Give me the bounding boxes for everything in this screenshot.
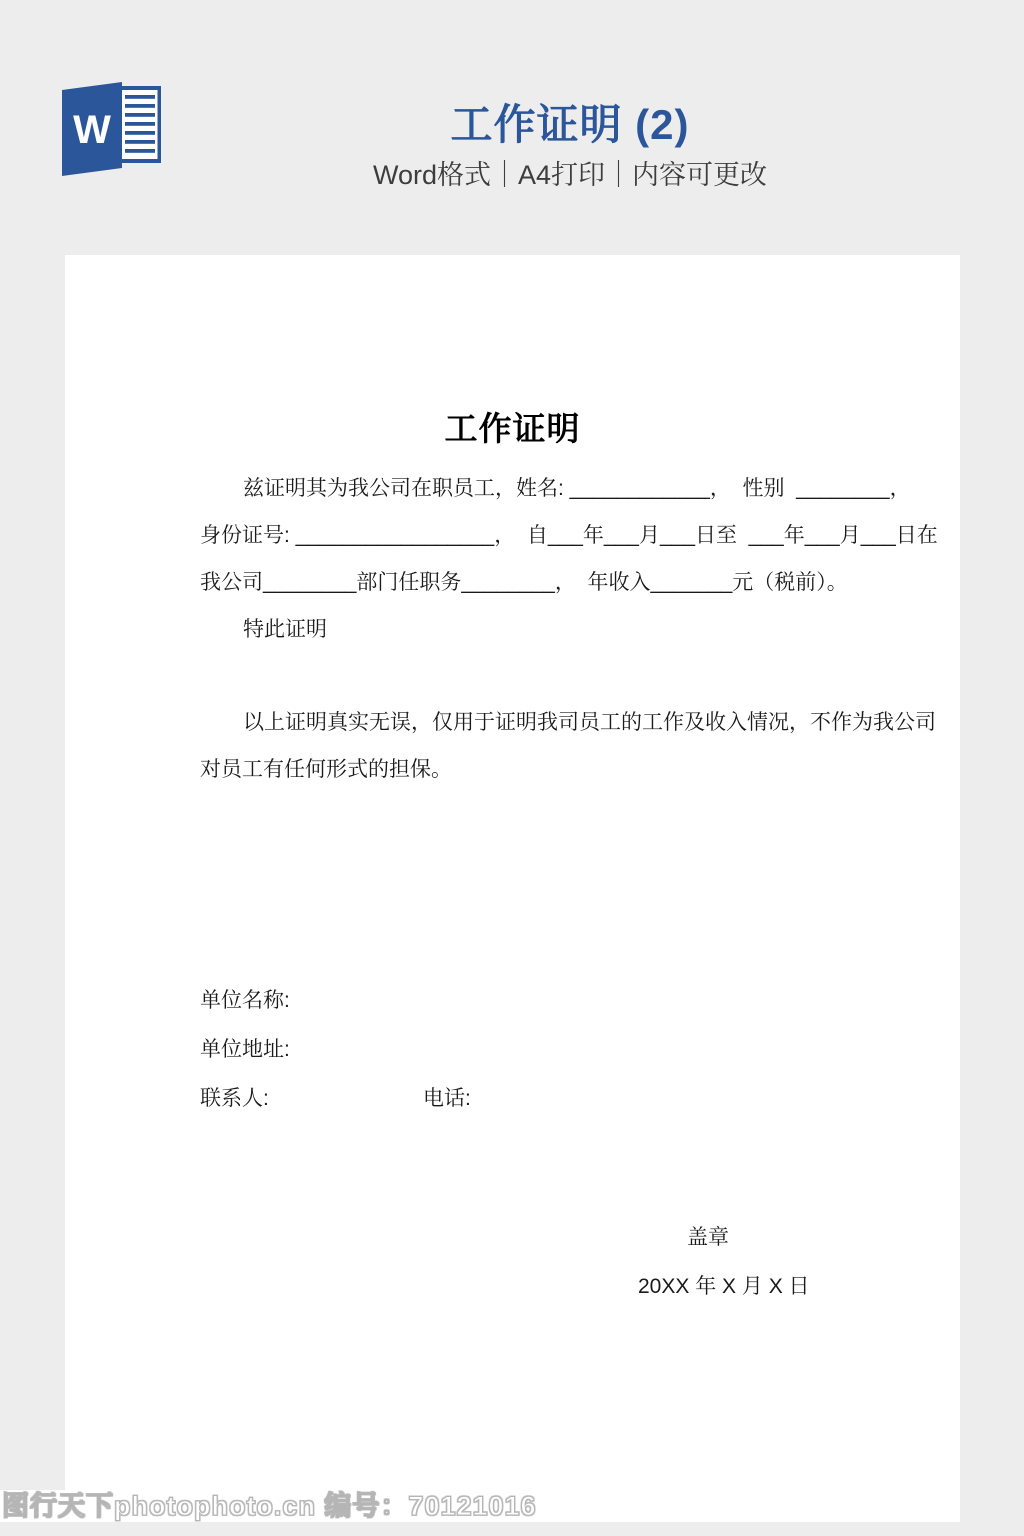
phone-label: 电话: <box>423 1087 471 1110</box>
contact-label: 联系人: <box>200 1087 269 1110</box>
page-title: 工作证明 (2) <box>450 101 690 148</box>
watermark-bar <box>0 1490 960 1522</box>
disclaimer-line-1: 以上证明真实无误，仅用于证明我司员工的工作及收入情况，不作为我公司 <box>243 711 936 734</box>
company-address-label: 单位地址: <box>200 1038 290 1061</box>
closing-line: 特此证明 <box>243 618 327 641</box>
document-title: 工作证明 <box>444 410 581 447</box>
date-line: 20XX 年 X 月 X 日 <box>638 1275 810 1298</box>
watermark-text: 图行天下photophoto.cn 编号：70121016 <box>2 1491 537 1521</box>
certificate-line-1: 兹证明其为我公司在职员工，姓名: ____________， 性别 ________， <box>243 477 911 500</box>
page-subtitle: Word格式｜A4打印｜内容可更改 <box>372 160 768 190</box>
word-icon-letter: W <box>73 108 111 152</box>
company-name-label: 单位名称: <box>200 989 290 1012</box>
certificate-line-3: 我公司________部门任职务________， 年收入_______元（税前）。 <box>200 571 848 594</box>
disclaimer-line-2: 对员工有任何形式的担保。 <box>200 758 452 781</box>
certificate-line-2: 身份证号: _________________， 自___年___月___日至 ___年___月___日在 <box>200 524 938 547</box>
seal-label: 盖章 <box>687 1226 729 1249</box>
document-page <box>65 255 960 1522</box>
